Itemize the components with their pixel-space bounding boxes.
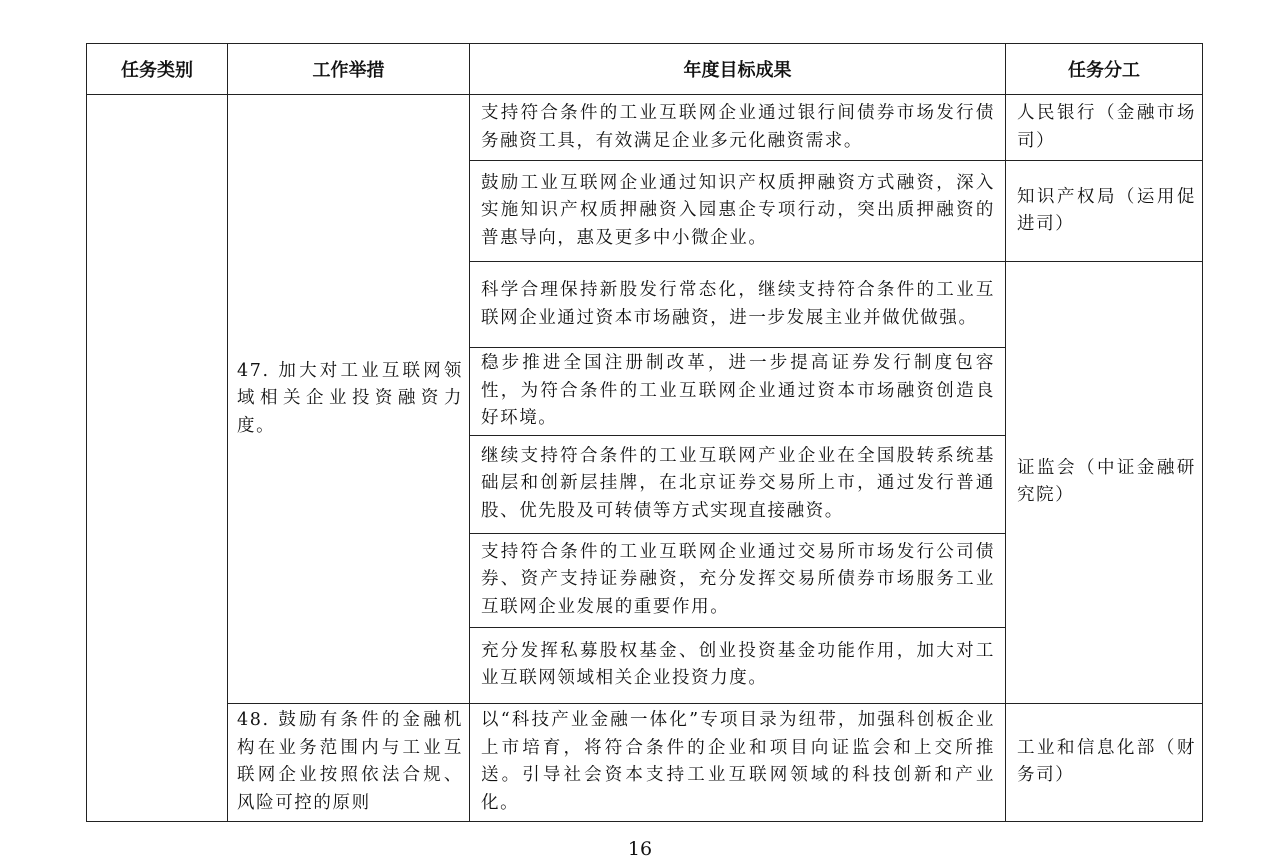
dept-cell bbox=[1006, 703, 1203, 821]
goal-text: 科学合理保持新股发行常态化，继续支持符合条件的工业互联网企业通过资本市场融资，进一步发展主业并做优做强。 bbox=[481, 280, 995, 328]
dept-cell bbox=[1006, 161, 1203, 262]
dept-text: 证监会（中证金融研究院） bbox=[1017, 457, 1196, 506]
goal-cell bbox=[470, 533, 1006, 627]
measure-48-text: 48. 鼓励有条件的金融机构在业务范围内与工业互联网企业按照依法合规、风险可控的原则 bbox=[237, 710, 463, 813]
goal-text: 支持符合条件的工业互联网企业通过交易所市场发行公司债券、资产支持证券融资，充分发挥交易所债券市场服务工业互联网企业发展的重要作用。 bbox=[481, 541, 995, 617]
goal-text: 充分发挥私募股权基金、创业投资基金功能作用，加大对工业互联网领域相关企业投资力度。 bbox=[481, 640, 995, 688]
measure-47-text: 47. 加大对工业互联网领域相关企业投资融资力度。 bbox=[237, 360, 463, 436]
dept-text: 知识产权局（运用促进司） bbox=[1017, 186, 1196, 234]
measure-47-cell bbox=[228, 95, 470, 704]
page-number: 16 bbox=[627, 838, 653, 860]
goal-cell bbox=[470, 161, 1006, 262]
dept-cell bbox=[1006, 95, 1203, 161]
task-table bbox=[86, 43, 1203, 822]
goal-cell bbox=[470, 703, 1006, 821]
goal-cell bbox=[470, 348, 1006, 436]
header-task-category: 任务类别 bbox=[87, 44, 228, 95]
goal-text: 以“科技产业金融一体化”专项目录为纽带，加强科创板企业上市培育，将符合条件的企业和项目向证监会和上交所推送。引导社会资本支持工业互联网领域的科技创新和产业化。 bbox=[481, 710, 995, 813]
header-annual-goals: 年度目标成果 bbox=[470, 44, 1006, 95]
goal-cell bbox=[470, 95, 1006, 161]
task-category-cell bbox=[87, 95, 228, 822]
dept-cell-csrc bbox=[1006, 262, 1203, 704]
measure-48-cell bbox=[228, 703, 470, 821]
dept-text: 人民银行（金融市场司） bbox=[1017, 103, 1196, 151]
goal-text: 继续支持符合条件的工业互联网产业企业在全国股转系统基础层和创新层挂牌，在北京证券交易所上市，通过发行普通股、优先股及可转债等方式实现直接融资。 bbox=[481, 445, 995, 521]
header-task-division: 任务分工 bbox=[1006, 44, 1203, 95]
goal-cell bbox=[470, 262, 1006, 348]
goal-cell bbox=[470, 435, 1006, 533]
goal-cell bbox=[470, 627, 1006, 703]
goal-text: 鼓励工业互联网企业通过知识产权质押融资方式融资，深入实施知识产权质押融资入园惠企专项行动，突出质押融资的普惠导向，惠及更多中小微企业。 bbox=[481, 172, 995, 248]
table-header-row bbox=[87, 44, 1203, 95]
goal-text: 稳步推进全国注册制改革，进一步提高证券发行制度包容性，为符合条件的工业互联网企业通过资本市场融资创造良好环境。 bbox=[481, 353, 995, 428]
header-work-measures: 工作举措 bbox=[228, 44, 470, 95]
table-row bbox=[87, 703, 1203, 821]
goal-text: 支持符合条件的工业互联网企业通过银行间债券市场发行债务融资工具，有效满足企业多元化融资需求。 bbox=[481, 103, 995, 151]
table-row bbox=[87, 95, 1203, 161]
dept-text: 工业和信息化部（财务司） bbox=[1017, 737, 1196, 785]
